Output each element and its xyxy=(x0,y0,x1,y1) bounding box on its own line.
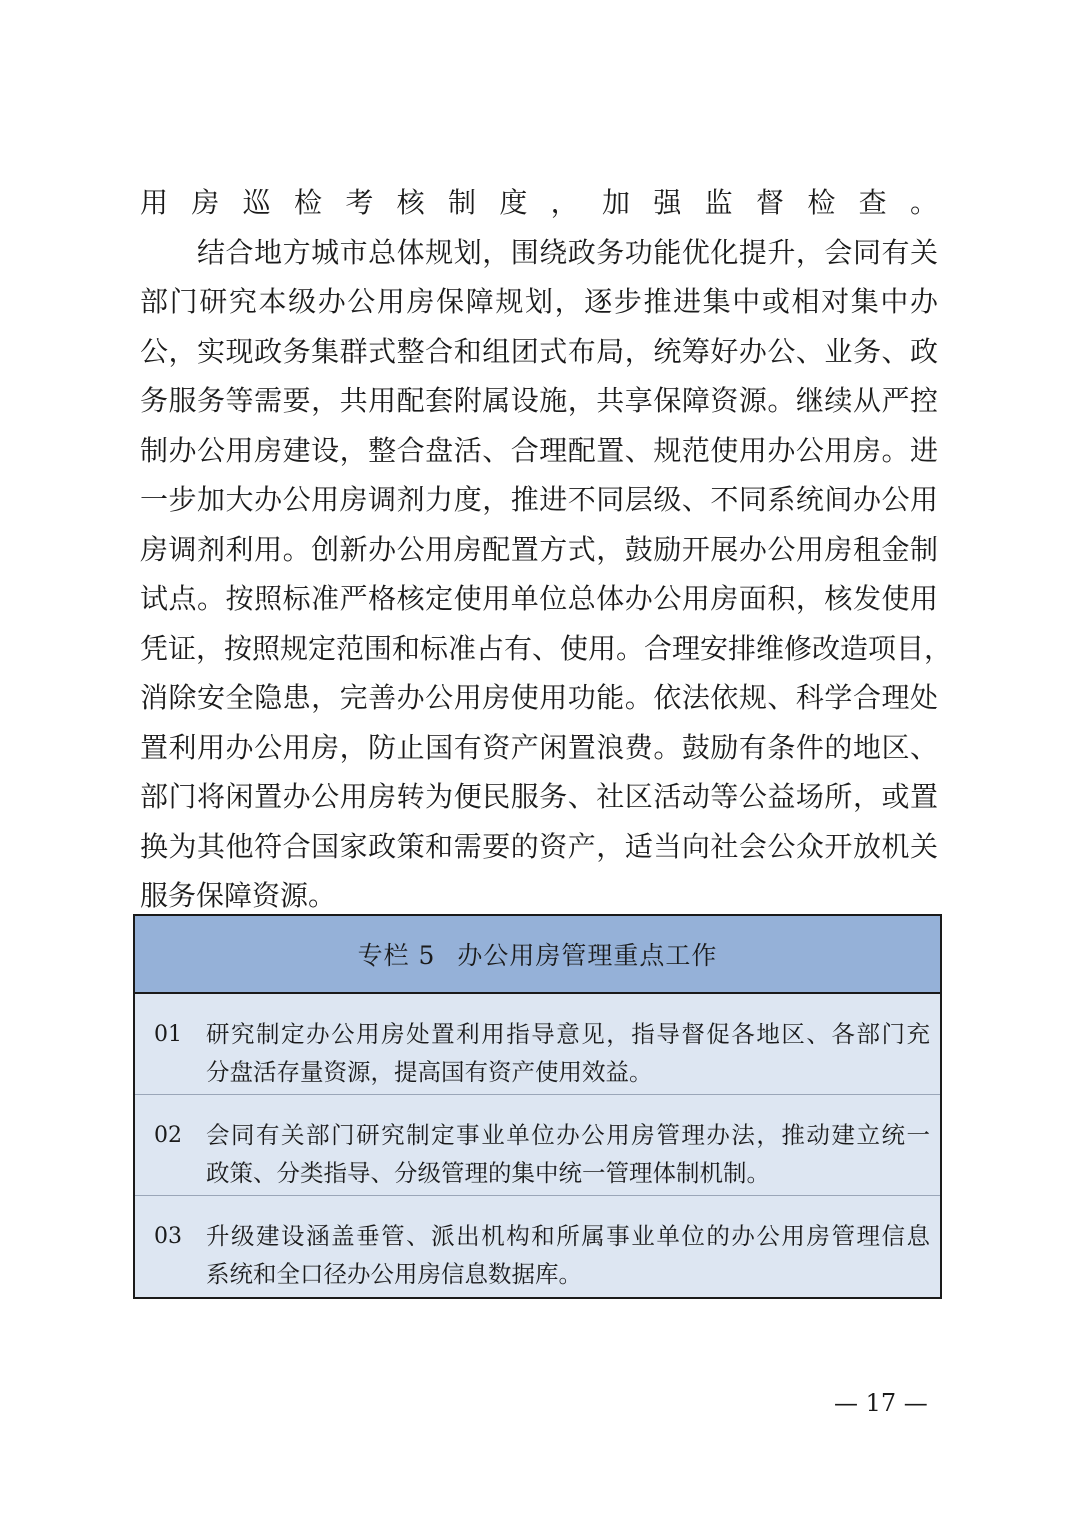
body-line: 凭证，按照规定范围和标准占有、使用。合理安排维修改造项目， xyxy=(140,631,953,665)
body-line: 部门研究本级办公用房保障规划，逐步推进集中或相对集中办 xyxy=(140,285,938,318)
body-line: 试点。按照标准严格核定使用单位总体办公用房面积，核发使用 xyxy=(140,582,938,615)
panel-label: 专栏 5 xyxy=(357,941,436,970)
row-line: 研究制定办公用房处置利用指导意见，指导督促各地区、各部门充 xyxy=(206,1020,930,1048)
panel-row xyxy=(135,994,940,1095)
panel-header xyxy=(135,916,940,994)
body-line: 制办公用房建设，整合盘活、合理配置、规范使用办公用房。进 xyxy=(140,433,938,467)
row-line: 政策、分类指导、分级管理的集中统一管理体制机制。 xyxy=(206,1159,770,1187)
body-line: 结合地方城市总体规划，围绕政务功能优化提升，会同有关 xyxy=(140,235,938,269)
row-number: 03 xyxy=(154,1224,182,1249)
body-line: 房调剂利用。创新办公用房配置方式，鼓励开展办公用房租金制 xyxy=(140,532,938,566)
row-text xyxy=(206,1217,930,1293)
row-text xyxy=(206,1015,930,1091)
panel-row xyxy=(135,1095,940,1196)
row-line: 会同有关部门研究制定事业单位办公用房管理办法，推动建立统一 xyxy=(206,1121,930,1149)
body-line: 换为其他符合国家政策和需要的资产，适当向社会公众开放机关 xyxy=(140,829,938,863)
body-line: 消除安全隐患，完善办公用房使用功能。依法依规、科学合理处 xyxy=(140,681,938,714)
body-line: 服务保障资源。 xyxy=(140,879,337,912)
row-number: 01 xyxy=(154,1022,182,1047)
body-line: 一步加大办公用房调剂力度，推进不同层级、不同系统间办公用 xyxy=(140,483,938,516)
feature-panel xyxy=(133,914,942,1299)
row-line: 系统和全口径办公用房信息数据库。 xyxy=(206,1260,582,1288)
body-line: 置利用办公用房，防止国有资产闲置浪费。鼓励有条件的地区、 xyxy=(140,730,938,764)
row-line: 分盘活存量资源，提高国有资产使用效益。 xyxy=(206,1058,653,1086)
body-line: 用房巡检考核制度，加强监督检查。 xyxy=(140,186,938,219)
row-text xyxy=(206,1116,930,1192)
body-line: 公，实现政务集群式整合和组团式布局，统筹好办公、业务、政 xyxy=(140,334,938,368)
body-line: 部门将闲置办公用房转为便民服务、社区活动等公益场所，或置 xyxy=(140,780,938,813)
body-line: 务服务等需要，共用配套附属设施，共享保障资源。继续从严控 xyxy=(140,384,938,417)
panel-row xyxy=(135,1196,940,1297)
page-number: — 17 — xyxy=(834,1389,928,1417)
row-number: 02 xyxy=(154,1123,182,1148)
row-line: 升级建设涵盖垂管、派出机构和所属事业单位的办公用房管理信息 xyxy=(206,1222,930,1250)
body-text xyxy=(140,178,953,921)
panel-title: 办公用房管理重点工作 xyxy=(457,941,718,970)
